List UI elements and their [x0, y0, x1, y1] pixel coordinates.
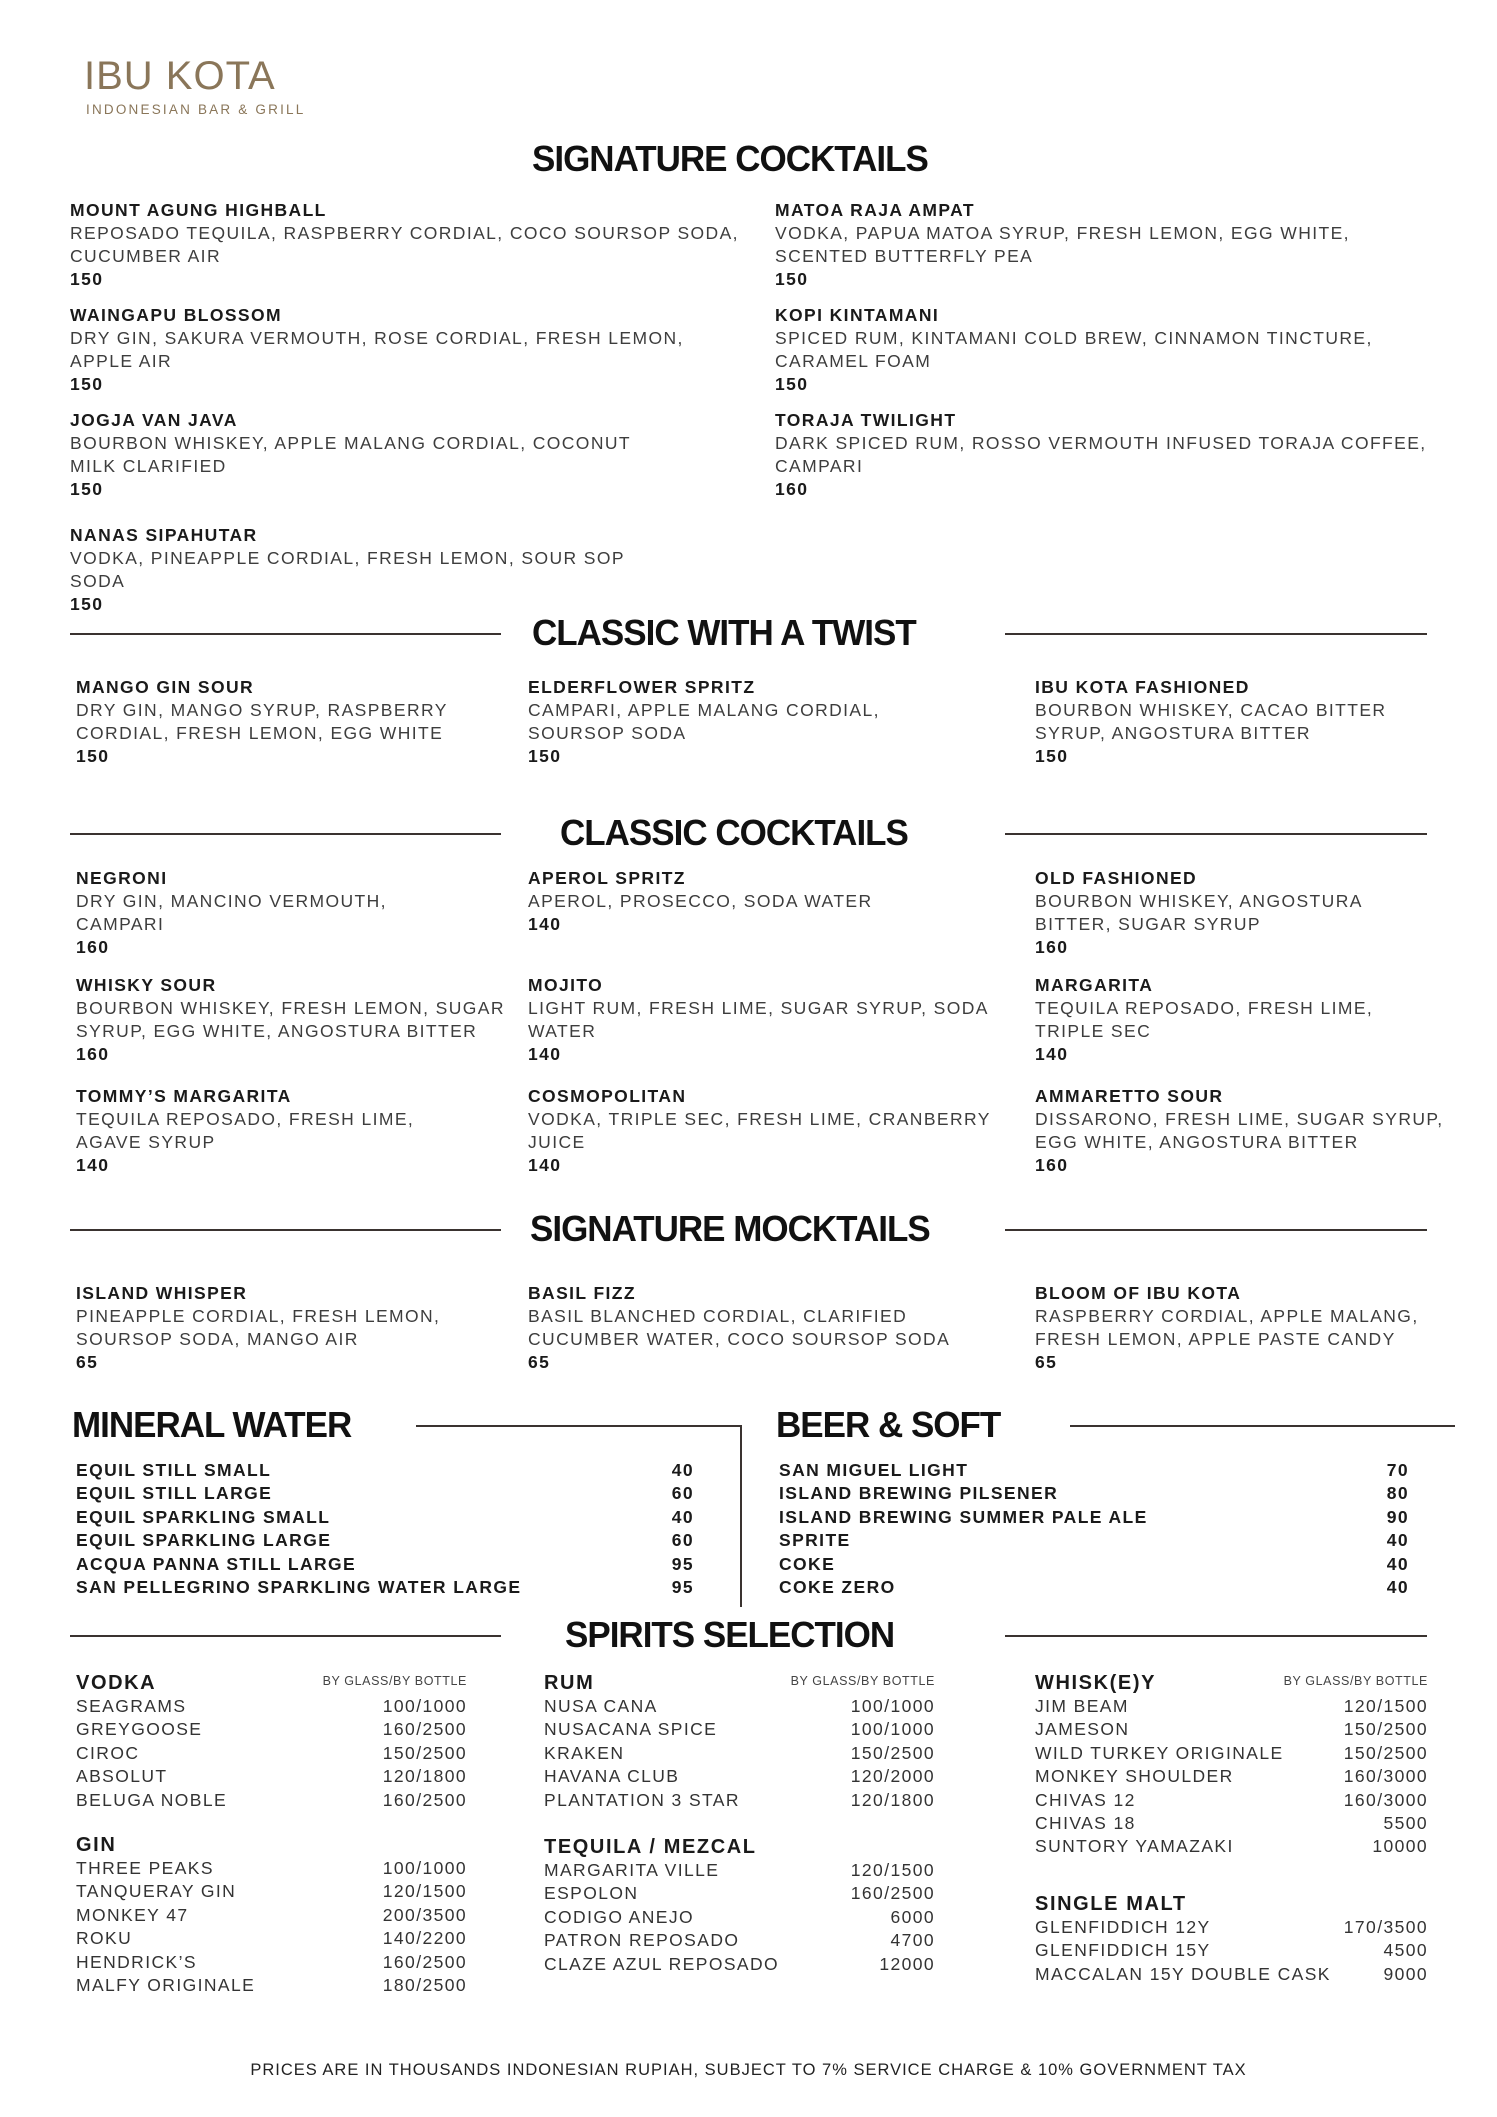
item-desc: CAMPARI, APPLE MALANG CORDIAL,: [528, 700, 880, 720]
item-desc: REPOSADO TEQUILA, RASPBERRY CORDIAL, COCO SOURSOP SODA,: [70, 223, 739, 243]
menu-item: [76, 1085, 414, 1177]
item-name: ISLAND BREWING PILSENER: [779, 1483, 1059, 1504]
item-name: ACQUA PANNA STILL LARGE: [76, 1553, 357, 1574]
item-price: 65: [76, 1352, 99, 1372]
item-name: MONKEY 47: [76, 1904, 189, 1925]
item-price: 6000: [890, 1906, 935, 1927]
spirit-category-rum: RUM: [544, 1672, 595, 1694]
item-name: SPRITE: [779, 1530, 851, 1551]
item-desc: DRY GIN, MANCINO VERMOUTH,: [76, 891, 387, 911]
menu-item: [76, 1282, 440, 1374]
spirits-column-2: [544, 1672, 935, 1976]
list-item: [1035, 1835, 1428, 1858]
item-desc: MILK CLARIFIED: [70, 456, 227, 476]
column-divider: [740, 1425, 742, 1607]
item-desc: VODKA, TRIPLE SEC, FRESH LIME, CRANBERRY: [528, 1109, 991, 1129]
item-desc: DRY GIN, SAKURA VERMOUTH, ROSE CORDIAL, FRESH LEMON,: [70, 328, 684, 348]
list-item: [544, 1929, 935, 1952]
item-price: 150: [70, 374, 104, 394]
item-desc: CAMPARI: [775, 456, 864, 476]
item-name: WAINGAPU BLOSSOM: [70, 305, 282, 325]
item-desc: FRESH LEMON, APPLE PASTE CANDY: [1035, 1329, 1396, 1349]
item-desc: SODA: [70, 571, 126, 591]
item-name: SAN MIGUEL LIGHT: [779, 1460, 969, 1480]
item-name: ISLAND BREWING SUMMER PALE ALE: [779, 1506, 1148, 1527]
item-desc: CORDIAL, FRESH LEMON, EGG WHITE: [76, 723, 444, 743]
divider: [1005, 633, 1427, 635]
list-item: [779, 1529, 1409, 1552]
list-item: [779, 1576, 1409, 1599]
item-price: 4500: [1383, 1940, 1428, 1961]
item-desc: DISSARONO, FRESH LIME, SUGAR SYRUP,: [1035, 1109, 1444, 1129]
item-name: KOPI KINTAMANI: [775, 305, 940, 325]
menu-item: [70, 524, 625, 616]
divider: [70, 833, 501, 835]
item-desc: VODKA, PINEAPPLE CORDIAL, FRESH LEMON, SOUR SOP: [70, 548, 625, 568]
item-price: 150: [70, 594, 104, 614]
list-item: [1035, 1916, 1428, 1939]
item-name: JIM BEAM: [1035, 1696, 1129, 1716]
item-name: KRAKEN: [544, 1742, 625, 1763]
classic-twist-title: CLASSIC WITH A TWIST: [532, 613, 916, 654]
item-name: NANAS SIPAHUTAR: [70, 525, 258, 545]
signature-cocktails-title: SIGNATURE COCKTAILS: [532, 139, 928, 180]
menu-item: [775, 199, 1350, 291]
divider: [1005, 833, 1427, 835]
item-name: COSMOPOLITAN: [528, 1086, 687, 1106]
divider: [1005, 1229, 1427, 1231]
pricing-footnote: PRICES ARE IN THOUSANDS INDONESIAN RUPIAH, SUBJECT TO 7% SERVICE CHARGE & 10% GOVERNMENT TAX: [250, 2061, 1247, 2079]
spirits-title: SPIRITS SELECTION: [565, 1615, 895, 1656]
item-desc: JUICE: [528, 1132, 586, 1152]
item-price: 120/1500: [382, 1881, 467, 1902]
item-desc: PINEAPPLE CORDIAL, FRESH LEMON,: [76, 1306, 441, 1326]
item-name: JOGJA VAN JAVA: [70, 410, 238, 430]
item-name: IBU KOTA FASHIONED: [1035, 677, 1250, 697]
item-price: 65: [528, 1352, 551, 1372]
list-item: [76, 1529, 694, 1552]
item-name: WILD TURKEY ORIGINALE: [1035, 1742, 1284, 1763]
item-price: 140: [528, 1044, 562, 1064]
item-price: 140: [1035, 1044, 1069, 1064]
item-name: THREE PEAKS: [76, 1858, 214, 1879]
list-item: [76, 1553, 694, 1576]
item-price: 100/1000: [850, 1719, 935, 1740]
item-desc: SPICED RUM, KINTAMANI COLD BREW, CINNAMON TINCTURE,: [775, 328, 1373, 348]
item-price: 160/3000: [1343, 1789, 1428, 1810]
spirit-category-vodka: VODKA: [76, 1672, 157, 1694]
list-item: [779, 1482, 1409, 1505]
item-price: 150/2500: [850, 1742, 935, 1763]
item-price: 120/1500: [1343, 1696, 1428, 1716]
menu-item: [1035, 676, 1386, 768]
item-name: PATRON REPOSADO: [544, 1930, 740, 1951]
list-item: [544, 1742, 935, 1765]
item-name: ESPOLON: [544, 1883, 639, 1904]
beer-soft-title: BEER & SOFT: [776, 1405, 1001, 1446]
item-price: 160: [76, 1044, 110, 1064]
item-desc: TEQUILA REPOSADO, FRESH LIME,: [1035, 998, 1374, 1018]
item-name: PLANTATION 3 STAR: [544, 1789, 740, 1810]
divider: [1070, 1425, 1455, 1427]
item-name: MOJITO: [528, 975, 604, 995]
menu-item: [1035, 974, 1373, 1066]
item-desc: BOURBON WHISKEY, ANGOSTURA: [1035, 891, 1363, 911]
list-item: [779, 1459, 1409, 1482]
item-price: 140/2200: [382, 1928, 467, 1949]
item-name: APEROL SPRITZ: [528, 868, 686, 888]
item-name: OLD FASHIONED: [1035, 868, 1198, 888]
item-price: 160/2500: [850, 1883, 935, 1904]
list-item: [779, 1506, 1409, 1529]
item-name: CHIVAS 12: [1035, 1789, 1136, 1810]
item-name: ISLAND WHISPER: [76, 1283, 248, 1303]
list-item: [1035, 1718, 1428, 1741]
item-name: SAN PELLEGRINO SPARKLING WATER LARGE: [76, 1577, 522, 1598]
menu-item: [76, 676, 448, 768]
item-desc: BOURBON WHISKEY, FRESH LEMON, SUGAR: [76, 998, 505, 1018]
item-price: 150: [775, 374, 809, 394]
list-item: [544, 1718, 935, 1741]
list-item: [76, 1904, 467, 1927]
item-desc: DARK SPICED RUM, ROSSO VERMOUTH INFUSED TORAJA COFFEE,: [775, 433, 1427, 453]
list-item: [76, 1718, 467, 1741]
item-price: 60: [671, 1530, 694, 1551]
menu-item: [775, 304, 1373, 396]
item-price: 150/2500: [1343, 1719, 1428, 1740]
list-item: [76, 1951, 467, 1974]
item-desc: BITTER, SUGAR SYRUP: [1035, 914, 1261, 934]
item-desc: SOURSOP SODA, MANGO AIR: [76, 1329, 359, 1349]
item-price: 150: [70, 269, 104, 289]
item-name: MARGARITA: [1035, 975, 1154, 995]
item-desc: LIGHT RUM, FRESH LIME, SUGAR SYRUP, SODA: [528, 998, 989, 1018]
menu-item: [70, 199, 739, 291]
item-price: 100/1000: [382, 1696, 467, 1716]
item-price: 100/1000: [850, 1696, 935, 1716]
item-price: 140: [528, 914, 562, 934]
menu-item: [1035, 1085, 1443, 1177]
item-desc: BASIL BLANCHED CORDIAL, CLARIFIED: [528, 1306, 908, 1326]
item-name: ABSOLUT: [76, 1766, 168, 1787]
item-name: MARGARITA VILLE: [544, 1860, 720, 1881]
list-item: [544, 1695, 935, 1718]
divider: [416, 1425, 742, 1427]
list-item: [76, 1459, 694, 1482]
item-name: ELDERFLOWER SPRITZ: [528, 677, 756, 697]
item-name: CLAZE AZUL REPOSADO: [544, 1953, 780, 1974]
list-item: [76, 1576, 694, 1599]
item-name: EQUIL STILL SMALL: [76, 1460, 272, 1480]
item-price: 12000: [879, 1953, 935, 1974]
item-price: 40: [671, 1506, 694, 1527]
item-name: TORAJA TWILIGHT: [775, 410, 957, 430]
item-price: 40: [1386, 1553, 1409, 1574]
list-item: [76, 1765, 467, 1788]
price-note: BY GLASS/BY BOTTLE: [790, 1674, 935, 1688]
item-desc: CUCUMBER AIR: [70, 246, 221, 266]
item-name: MOUNT AGUNG HIGHBALL: [70, 200, 327, 220]
item-name: TANQUERAY GIN: [76, 1881, 237, 1902]
mineral-water-title: MINERAL WATER: [72, 1405, 352, 1446]
item-desc: SYRUP, EGG WHITE, ANGOSTURA BITTER: [76, 1021, 478, 1041]
divider: [70, 1635, 501, 1637]
item-price: 5500: [1383, 1813, 1428, 1834]
item-name: MATOA RAJA AMPAT: [775, 200, 975, 220]
item-name: COKE: [779, 1553, 836, 1574]
list-item: [76, 1742, 467, 1765]
list-item: [1035, 1765, 1428, 1788]
item-price: 40: [1386, 1577, 1409, 1598]
list-item: [76, 1695, 467, 1718]
item-name: MANGO GIN SOUR: [76, 677, 255, 697]
item-name: COKE ZERO: [779, 1577, 896, 1598]
item-desc: CUCUMBER WATER, COCO SOURSOP SODA: [528, 1329, 951, 1349]
item-desc: EGG WHITE, ANGOSTURA BITTER: [1035, 1132, 1359, 1152]
item-price: 40: [671, 1460, 694, 1480]
spirit-category-whisky: WHISK(E)Y: [1035, 1672, 1157, 1694]
item-desc: APEROL, PROSECCO, SODA WATER: [528, 891, 873, 911]
list-item: [1035, 1742, 1428, 1765]
menu-item: [528, 867, 873, 936]
item-desc: BOURBON WHISKEY, CACAO BITTER: [1035, 700, 1387, 720]
item-price: 160/3000: [1343, 1766, 1428, 1787]
item-desc: SCENTED BUTTERFLY PEA: [775, 246, 1034, 266]
list-item: [544, 1859, 935, 1882]
item-price: 120/2000: [850, 1766, 935, 1787]
item-desc: BOURBON WHISKEY, APPLE MALANG CORDIAL, COCONUT: [70, 433, 631, 453]
brand-tagline: INDONESIAN BAR & GRILL: [86, 102, 306, 117]
item-price: 120/1800: [382, 1766, 467, 1787]
menu-item: [528, 676, 880, 768]
item-name: NEGRONI: [76, 868, 168, 888]
list-item: [544, 1789, 935, 1812]
list-item: [1035, 1812, 1428, 1835]
list-item: [544, 1953, 935, 1976]
item-price: 160/2500: [382, 1719, 467, 1740]
item-price: 10000: [1372, 1836, 1428, 1857]
item-name: BLOOM OF IBU KOTA: [1035, 1283, 1242, 1303]
list-item: [76, 1927, 467, 1950]
item-price: 150: [528, 746, 562, 766]
menu-item: [1035, 1282, 1419, 1374]
price-note: BY GLASS/BY BOTTLE: [322, 1674, 467, 1688]
menu-item: [528, 1085, 991, 1177]
item-desc: APPLE AIR: [70, 351, 173, 371]
item-price: 100/1000: [382, 1858, 467, 1879]
item-price: 160/2500: [382, 1789, 467, 1810]
spirit-category-gin: GIN: [76, 1834, 117, 1857]
item-price: 95: [671, 1553, 694, 1574]
item-desc: TRIPLE SEC: [1035, 1021, 1152, 1041]
list-item: [76, 1857, 467, 1880]
item-desc: RASPBERRY CORDIAL, APPLE MALANG,: [1035, 1306, 1419, 1326]
item-name: GLENFIDDICH 15Y: [1035, 1940, 1211, 1961]
item-name: CIROC: [76, 1742, 140, 1763]
item-price: 150: [70, 479, 104, 499]
item-name: HAVANA CLUB: [544, 1766, 680, 1787]
item-name: TOMMY’S MARGARITA: [76, 1086, 292, 1106]
spirit-category-tequila: TEQUILA / MEZCAL: [544, 1836, 757, 1859]
item-name: BELUGA NOBLE: [76, 1789, 228, 1810]
item-price: 160: [76, 937, 110, 957]
list-item: [1035, 1789, 1428, 1812]
mineral-water-list: [76, 1459, 694, 1599]
item-price: 160: [1035, 1155, 1069, 1175]
item-price: 200/3500: [382, 1904, 467, 1925]
item-name: CODIGO ANEJO: [544, 1906, 695, 1927]
item-name: GLENFIDDICH 12Y: [1035, 1916, 1211, 1937]
menu-item: [1035, 867, 1363, 959]
item-name: MALFY ORIGINALE: [76, 1975, 256, 1996]
item-name: EQUIL STILL LARGE: [76, 1483, 273, 1504]
item-price: 140: [528, 1155, 562, 1175]
item-price: 40: [1386, 1530, 1409, 1551]
item-desc: CARAMEL FOAM: [775, 351, 932, 371]
list-item: [1035, 1695, 1428, 1718]
item-price: 60: [671, 1483, 694, 1504]
list-item: [76, 1789, 467, 1812]
item-price: 150/2500: [1343, 1742, 1428, 1763]
list-item: [1035, 1963, 1428, 1986]
item-name: EQUIL SPARKLING LARGE: [76, 1530, 332, 1551]
list-item: [76, 1506, 694, 1529]
menu-item: [528, 974, 989, 1066]
menu-item: [775, 409, 1427, 501]
menu-item: [76, 974, 505, 1066]
signature-mocktails-title: SIGNATURE MOCKTAILS: [530, 1209, 930, 1250]
divider: [70, 1229, 501, 1231]
item-desc: WATER: [528, 1021, 597, 1041]
item-desc: VODKA, PAPUA MATOA SYRUP, FRESH LEMON, EGG WHITE,: [775, 223, 1350, 243]
item-price: 180/2500: [382, 1975, 467, 1996]
item-price: 160: [1035, 937, 1069, 957]
item-name: NUSACANA SPICE: [544, 1719, 718, 1740]
item-desc: CAMPARI: [76, 914, 165, 934]
item-name: SEAGRAMS: [76, 1696, 187, 1716]
item-price: 90: [1386, 1506, 1409, 1527]
menu-item: [70, 304, 684, 396]
item-name: NUSA CANA: [544, 1696, 658, 1716]
beer-soft-list: [779, 1459, 1409, 1599]
item-price: 4700: [890, 1930, 935, 1951]
item-name: WHISKY SOUR: [76, 975, 217, 995]
item-name: MACCALAN 15Y DOUBLE CASK: [1035, 1963, 1331, 1984]
item-price: 140: [76, 1155, 110, 1175]
item-price: 80: [1386, 1483, 1409, 1504]
spirits-column-3: [1035, 1672, 1428, 1986]
item-name: JAMESON: [1035, 1719, 1130, 1740]
item-price: 170/3500: [1343, 1916, 1428, 1937]
list-item: [544, 1906, 935, 1929]
item-desc: SYRUP, ANGOSTURA BITTER: [1035, 723, 1311, 743]
item-name: MONKEY SHOULDER: [1035, 1766, 1234, 1787]
item-price: 70: [1386, 1460, 1409, 1480]
menu-item: [70, 409, 631, 501]
spirit-category-single-malt: SINGLE MALT: [1035, 1892, 1187, 1915]
classic-cocktails-title: CLASSIC COCKTAILS: [560, 813, 908, 854]
list-item: [76, 1482, 694, 1505]
item-price: 65: [1035, 1352, 1058, 1372]
item-desc: DRY GIN, MANGO SYRUP, RASPBERRY: [76, 700, 448, 720]
divider: [1005, 1635, 1427, 1637]
list-item: [544, 1765, 935, 1788]
item-name: EQUIL SPARKLING SMALL: [76, 1506, 331, 1527]
item-price: 150: [1035, 746, 1069, 766]
item-price: 95: [671, 1577, 694, 1598]
item-price: 120/1500: [850, 1860, 935, 1881]
brand-name: IBU KOTA: [84, 54, 276, 98]
spirits-column-1: [76, 1672, 467, 1997]
item-desc: SOURSOP SODA: [528, 723, 687, 743]
item-desc: TEQUILA REPOSADO, FRESH LIME,: [76, 1109, 415, 1129]
list-item: [1035, 1939, 1428, 1962]
item-name: BASIL FIZZ: [528, 1283, 636, 1303]
price-note: BY GLASS/BY BOTTLE: [1283, 1674, 1428, 1688]
item-price: 150/2500: [382, 1742, 467, 1763]
divider: [70, 633, 501, 635]
menu-item: [528, 1282, 950, 1374]
list-item: [76, 1974, 467, 1997]
item-price: 160: [775, 479, 809, 499]
item-name: SUNTORY YAMAZAKI: [1035, 1836, 1234, 1857]
item-price: 9000: [1383, 1963, 1428, 1984]
item-desc: AGAVE SYRUP: [76, 1132, 216, 1152]
item-name: HENDRICK’S: [76, 1951, 197, 1972]
item-name: GREYGOOSE: [76, 1719, 203, 1740]
item-price: 150: [775, 269, 809, 289]
item-price: 120/1800: [850, 1789, 935, 1810]
item-name: CHIVAS 18: [1035, 1813, 1136, 1834]
menu-item: [76, 867, 387, 959]
item-name: ROKU: [76, 1928, 133, 1949]
item-price: 150: [76, 746, 110, 766]
item-name: AMMARETTO SOUR: [1035, 1086, 1224, 1106]
list-item: [779, 1553, 1409, 1576]
item-price: 160/2500: [382, 1951, 467, 1972]
list-item: [544, 1882, 935, 1905]
list-item: [76, 1880, 467, 1903]
